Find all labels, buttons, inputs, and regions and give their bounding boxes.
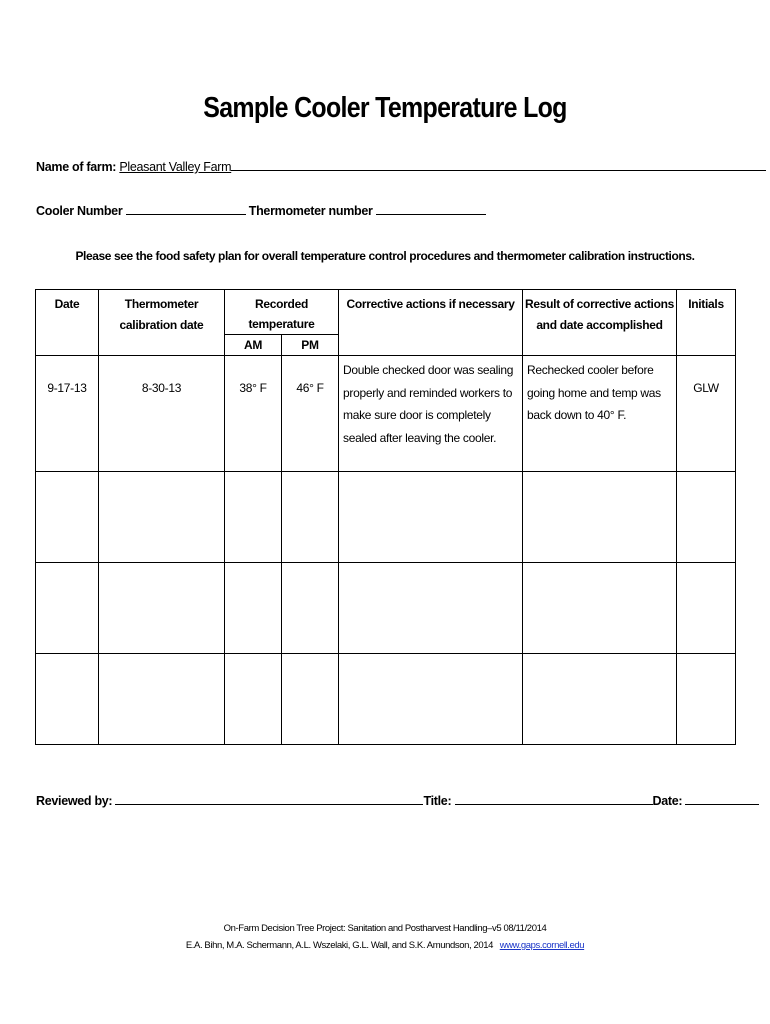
thermometer-number-label: Thermometer number: [248, 204, 373, 218]
header-corrective-actions: Corrective actions if necessary: [339, 290, 523, 356]
header-initials: Initials: [677, 290, 736, 356]
cell-calibration-date[interactable]: [99, 654, 225, 745]
cell-calibration-date[interactable]: [99, 563, 225, 654]
review-date-label: Date:: [652, 794, 683, 808]
cell-pm-temp[interactable]: [282, 654, 339, 745]
cell-corrective-actions[interactable]: [339, 654, 523, 745]
cell-result[interactable]: [523, 654, 677, 745]
header-am: AM: [225, 335, 282, 356]
table-row: [36, 654, 736, 745]
cooler-number-blank[interactable]: [126, 203, 246, 215]
cooler-number-label: Cooler Number: [36, 204, 123, 218]
cell-calibration-date[interactable]: 8-30-13: [99, 356, 225, 472]
cell-corrective-actions[interactable]: Double checked door was sealing properly and reminded workers to make sure door is completely sealed after leaving the cooler.: [339, 356, 523, 472]
farm-name-value[interactable]: Pleasant Valley Farm: [119, 160, 232, 174]
cell-date[interactable]: 9-17-13: [36, 356, 99, 472]
cell-am-temp[interactable]: [225, 472, 282, 563]
thermometer-number-blank[interactable]: [376, 203, 486, 215]
footer-project-line: On-Farm Decision Tree Project: Sanitation and Postharvest Handling–v5 08/11/2014: [223, 923, 547, 934]
cell-date[interactable]: [36, 654, 99, 745]
review-title-blank[interactable]: [455, 793, 653, 805]
cell-initials[interactable]: GLW: [677, 356, 736, 472]
cell-pm-temp[interactable]: [282, 472, 339, 563]
cooler-line: [36, 203, 486, 218]
table-row: [36, 472, 736, 563]
cell-initials[interactable]: [677, 472, 736, 563]
farm-name-label: Name of farm:: [36, 160, 117, 174]
table-row: [36, 356, 736, 472]
cell-initials[interactable]: [677, 563, 736, 654]
page-title: Sample Cooler Temperature Log: [203, 92, 567, 124]
footer: [0, 920, 770, 954]
header-calibration-date: Thermometer calibration date: [99, 290, 225, 356]
reviewed-by-blank[interactable]: [115, 793, 423, 805]
cell-date[interactable]: [36, 472, 99, 563]
cell-date[interactable]: [36, 563, 99, 654]
cell-am-temp[interactable]: [225, 563, 282, 654]
cell-corrective-actions[interactable]: [339, 563, 523, 654]
header-recorded-temperature: Recorded temperature: [225, 290, 339, 335]
farm-name-line: [36, 159, 766, 174]
instructions-note: Please see the food safety plan for overall temperature control procedures and thermometer calibration instructions.: [75, 249, 695, 263]
footer-website-link[interactable]: www.gaps.cornell.edu: [499, 940, 585, 951]
review-date-blank[interactable]: [685, 793, 759, 805]
farm-name-blank[interactable]: [231, 159, 766, 171]
reviewed-by-label: Reviewed by:: [36, 794, 113, 808]
cell-am-temp[interactable]: [225, 654, 282, 745]
cell-pm-temp[interactable]: 46° F: [282, 356, 339, 472]
cell-result[interactable]: [523, 563, 677, 654]
cell-initials[interactable]: [677, 654, 736, 745]
review-line: [36, 793, 759, 808]
footer-authors: E.A. Bihn, M.A. Schermann, A.L. Wszelaki, G.L. Wall, and S.K. Amundson, 2014: [185, 940, 494, 951]
cell-am-temp[interactable]: 38° F: [225, 356, 282, 472]
header-pm: PM: [282, 335, 339, 356]
footer-authors-line: [0, 937, 770, 954]
cell-calibration-date[interactable]: [99, 472, 225, 563]
header-result: Result of corrective actions and date accomplished: [523, 290, 677, 356]
cell-result[interactable]: [523, 472, 677, 563]
temperature-log-table: [35, 289, 736, 745]
cell-result[interactable]: Rechecked cooler before going home and temp was back down to 40° F.: [523, 356, 677, 472]
review-title-label: Title:: [423, 794, 452, 808]
cell-corrective-actions[interactable]: [339, 472, 523, 563]
table-row: [36, 563, 736, 654]
header-date: Date: [36, 290, 99, 356]
cell-pm-temp[interactable]: [282, 563, 339, 654]
